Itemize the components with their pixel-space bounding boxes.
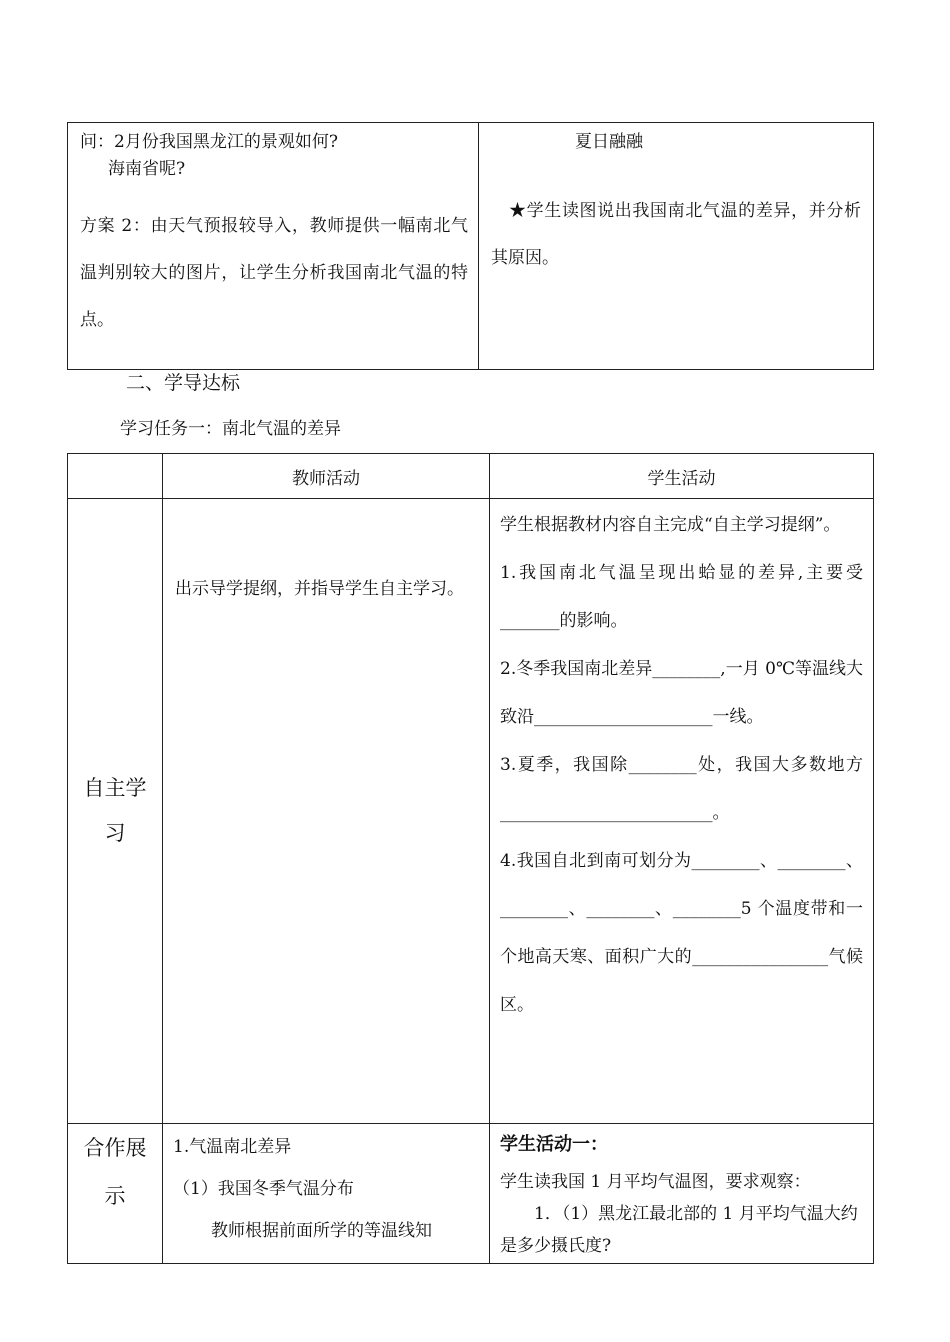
intro-table	[67, 122, 874, 370]
coop-teacher-line-2: （1）我国冬季气温分布	[173, 1179, 354, 1199]
header-blank	[68, 454, 163, 499]
coop-teacher-line-1: 1.气温南北差异	[173, 1137, 292, 1157]
self-study-q2: 2.冬季我国南北差异________,一月 0℃等温线大致沿_____________________一线。	[500, 659, 863, 727]
teacher-cooperation	[163, 1124, 490, 1264]
header-teacher: 教师活动	[163, 454, 490, 499]
header-row	[68, 454, 874, 499]
row-cooperation	[68, 1124, 874, 1264]
teacher-self-study: 出示导学提纲，并指导学生自主学习。	[163, 499, 490, 1124]
summer-title: 夏日融融	[575, 132, 643, 152]
label-cooperation: 合作展示	[68, 1124, 163, 1264]
task-heading: 学习任务一：南北气温的差异	[120, 419, 341, 439]
self-study-q4: 4.我国自北到南可划分为________、________、________、________、________5 个温度带和一个地高天寒、面积广大的________________气候区。	[500, 851, 863, 1015]
question-line-1: 问：2月份我国黑龙江的景观如何?	[80, 132, 338, 152]
label-self-study: 自主学习	[68, 499, 163, 1124]
header-student: 学生活动	[490, 454, 874, 499]
student-self-study	[490, 499, 874, 1124]
self-study-q1: 1.我国南北气温呈现出蛤显的差异,主要受_______的影响。	[500, 563, 863, 631]
student-activity-title: 学生活动一：	[500, 1134, 608, 1155]
plan-2-text: 方案 2：由天气预报较导入，教师提供一幅南北气温判别较大的图片，让学生分析我国南北气温的特点。	[80, 216, 468, 330]
student-cooperation	[490, 1124, 874, 1264]
coop-student-line-1: 学生读我国 1 月平均气温图，要求观察：	[500, 1172, 811, 1192]
question-line-2: 海南省呢?	[108, 159, 186, 179]
coop-student-line-2: 1．（1）黑龙江最北部的 1 月平均气温大约是多少摄氏度?	[500, 1204, 858, 1256]
intro-left-cell	[68, 123, 479, 370]
coop-teacher-line-3: 教师根据前面所学的等温线知	[211, 1221, 432, 1241]
section-heading: 二、学导达标	[126, 372, 241, 394]
intro-right-cell	[479, 123, 874, 370]
activity-table	[67, 453, 874, 1264]
student-task-text: ★学生读图说出我国南北气温的差异，并分析其原因。	[491, 201, 861, 268]
self-study-q3: 3.夏季，我国除________处，我国大多数地方_________________________。	[500, 755, 863, 823]
row-self-study	[68, 499, 874, 1124]
self-study-intro: 学生根据教材内容自主完成“自主学习提纲”。	[500, 515, 841, 535]
